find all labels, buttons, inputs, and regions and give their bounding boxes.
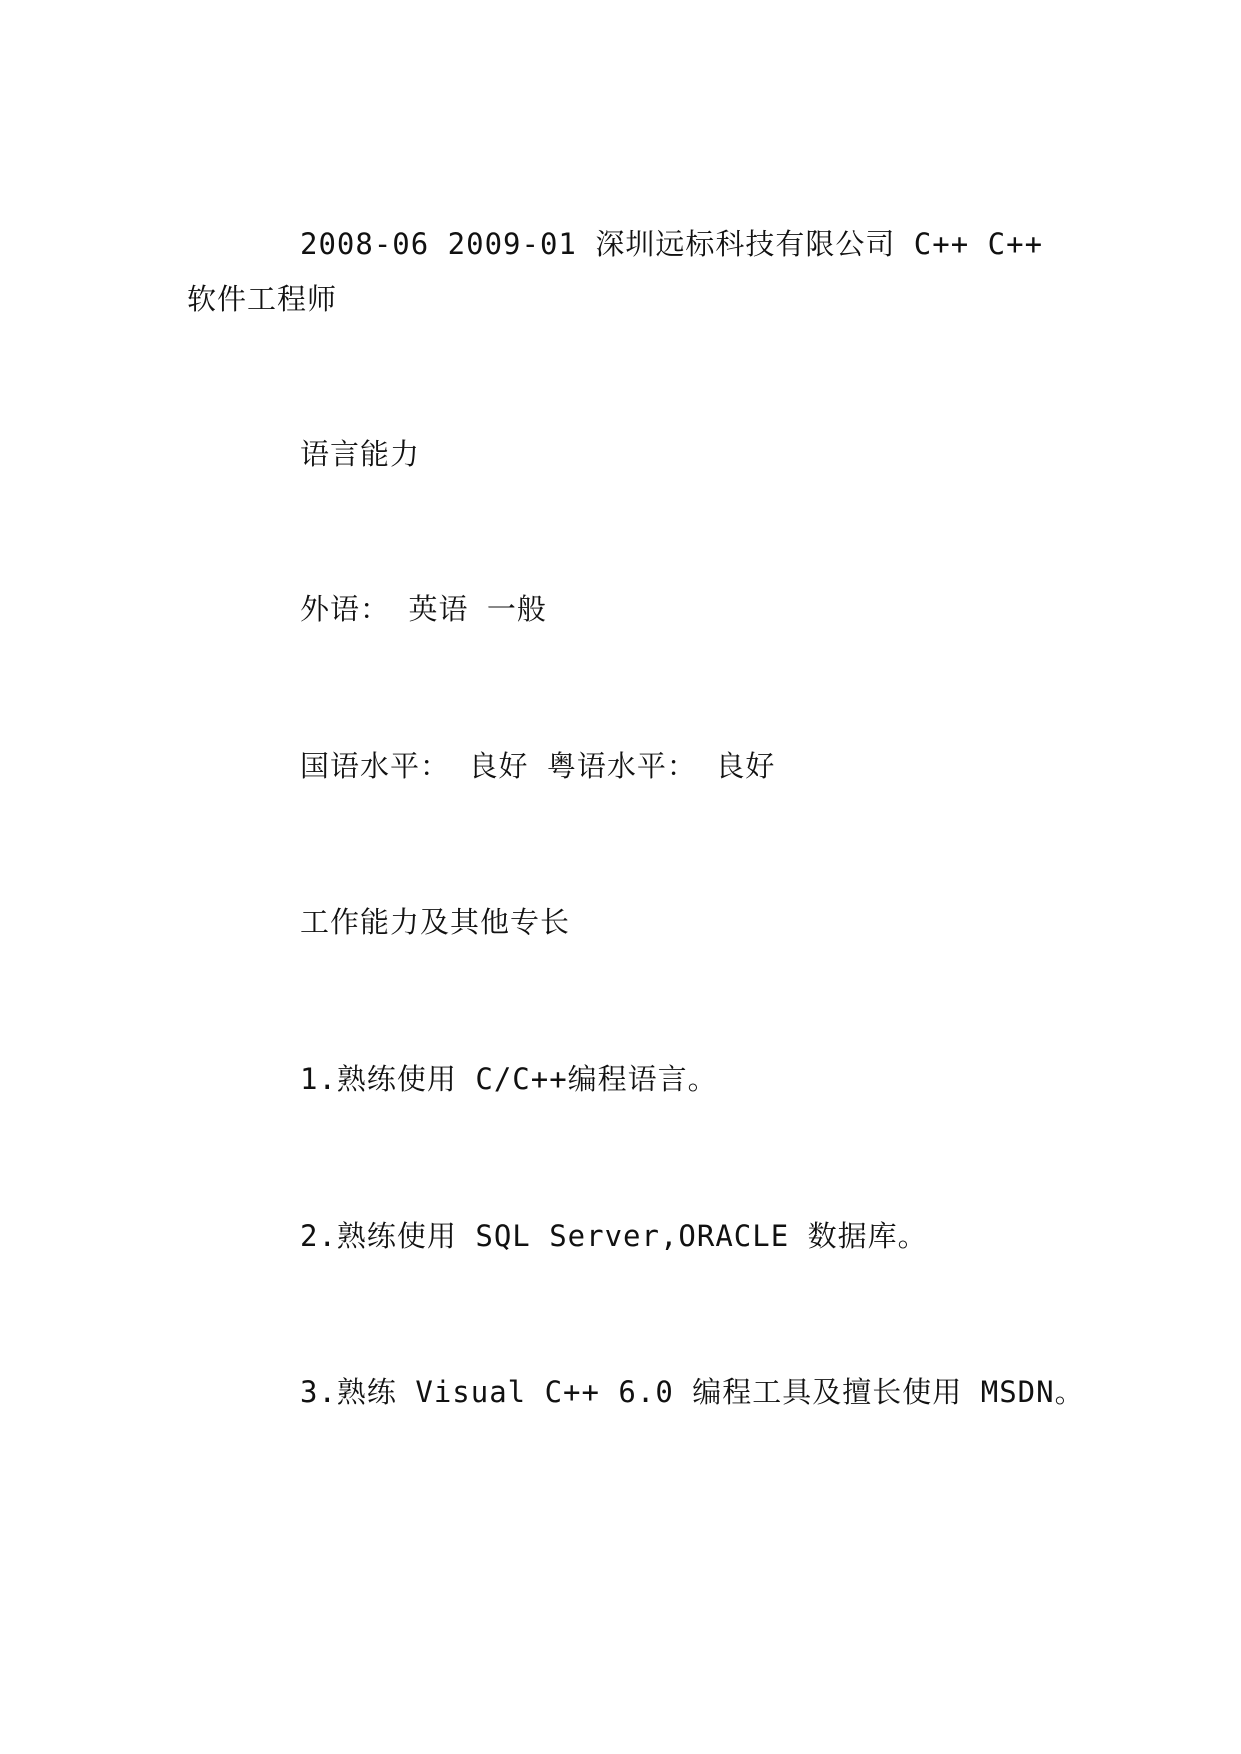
skills-section-heading: 工作能力及其他专长 — [300, 905, 571, 939]
foreign-language-line: 外语： 英语 一般 — [300, 592, 547, 626]
work-experience-line-1: 2008-06 2009-01 深圳远标科技有限公司 C++ C++ — [300, 227, 1044, 261]
skill-item-3: 3.熟练 Visual C++ 6.0 编程工具及擅长使用 MSDN。 — [300, 1375, 1085, 1409]
work-experience-line-2: 软件工程师 — [187, 282, 338, 316]
dialect-proficiency-line: 国语水平： 良好 粤语水平： 良好 — [300, 749, 776, 783]
skill-item-2: 2.熟练使用 SQL Server,ORACLE 数据库。 — [300, 1219, 928, 1253]
skill-item-1: 1.熟练使用 C/C++编程语言。 — [300, 1062, 718, 1096]
language-section-heading: 语言能力 — [300, 437, 421, 471]
